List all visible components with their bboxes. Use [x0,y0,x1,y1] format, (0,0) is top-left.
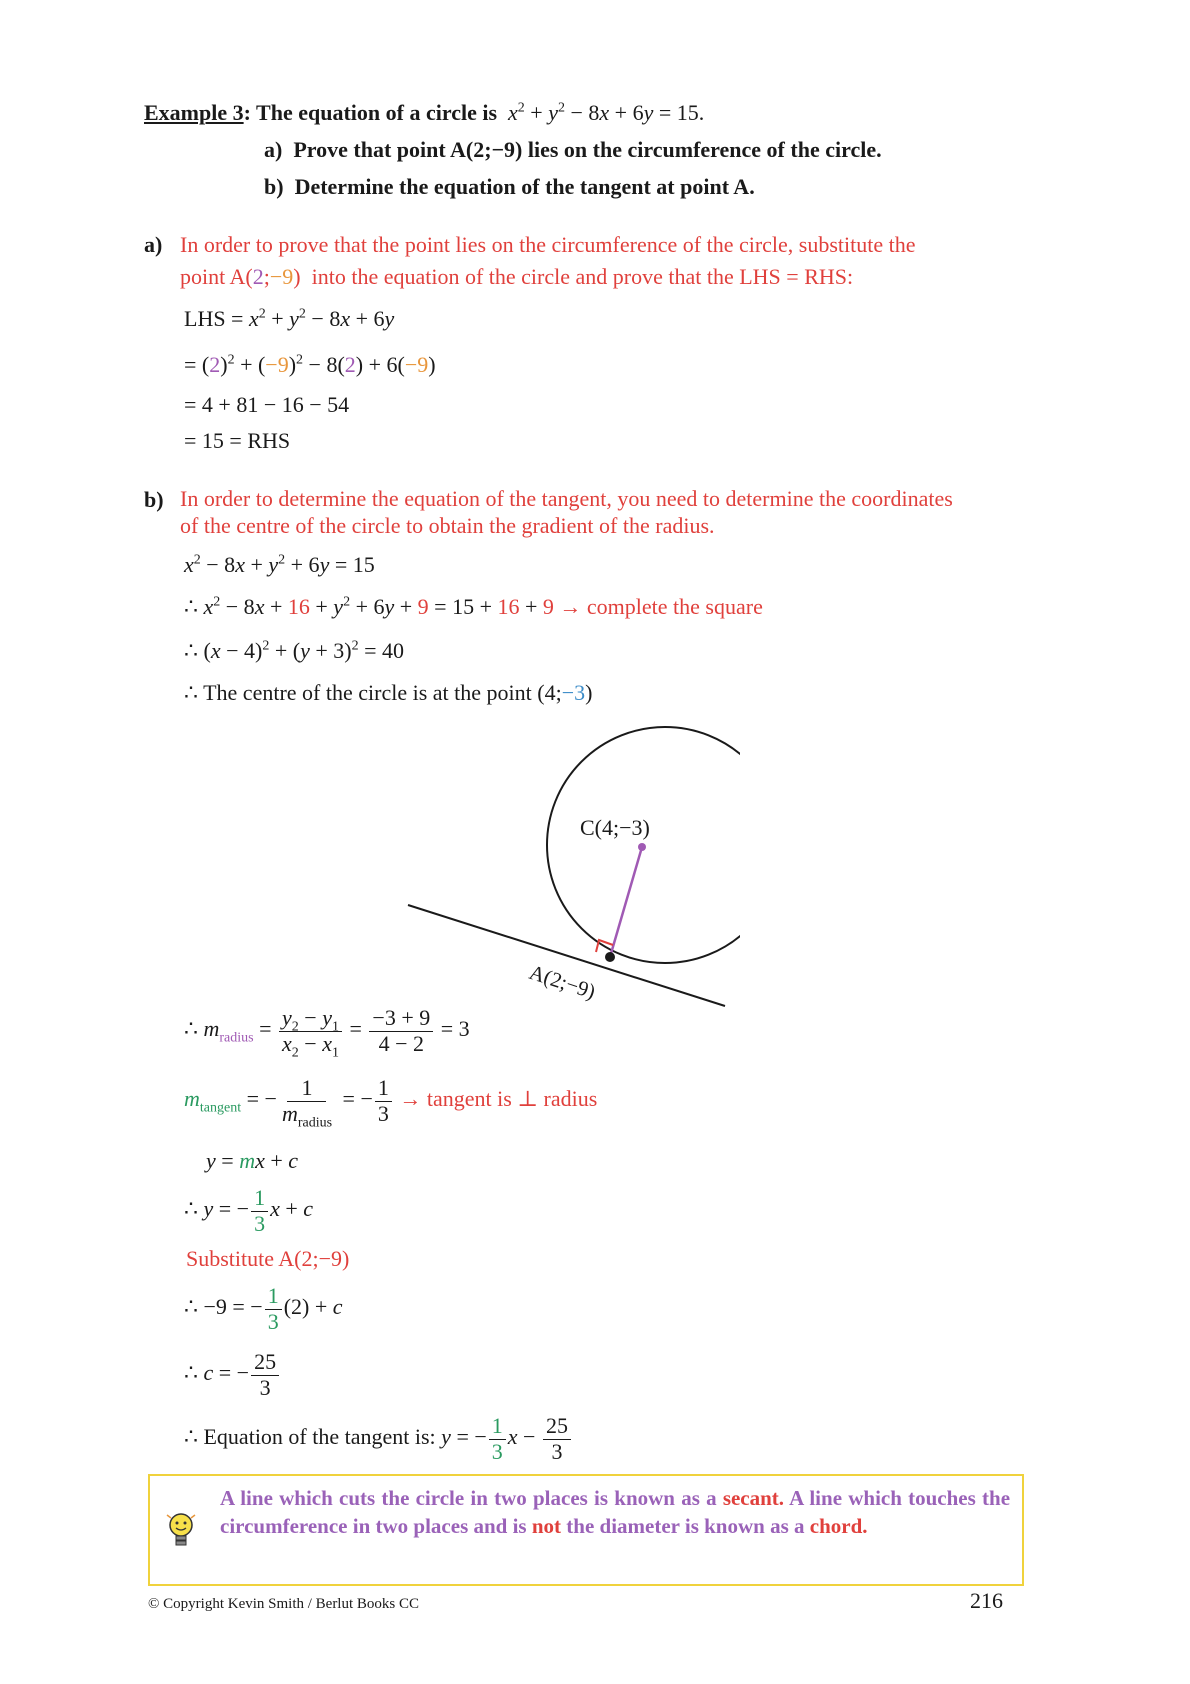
page-number: 216 [970,1588,1003,1613]
part-b-label: b) [144,487,164,512]
part-b-line1: In order to determine the equation of the tangent, you need to determine the coordinates [180,486,953,511]
eq-complete-square: ∴ $x^2 - 8x + 16 + y^2 + 6y + 9 = 15 + 16 + 9$ → complete the square [184,594,763,619]
radius-line [610,847,642,957]
line-general-form: y = mx + c [206,1148,299,1173]
centre-label: C(4;−3) [580,815,650,840]
substitution-step: ∴ −9 = − $\frac{1}{3}$ (2) + c [184,1283,343,1334]
lhs-step-4: = 15 = RHS [184,428,291,453]
part-a-line1: In order to prove that the point lies on the circumference of the circle, substitute the [180,232,916,257]
tip-box [148,1474,1024,1586]
question-a: a) Prove that point A(2;−9) lies on the circumference of the circle. [264,137,882,162]
lhs-step-2: = $(2)^2 + (-9)^2 - 8(2) + 6(-9)$ [184,352,436,377]
line-with-gradient: ∴ y = − $\frac{1}{3}$ x + c [184,1185,314,1236]
gradient-tangent: $m_{tangent}$ = − $\frac{1}{m_{radius}}$ = − $\frac{1}{3}$ → tangent is ⊥ radius [184,1075,598,1131]
gradient-radius: ∴ $m_{radius}$ = $\frac{y_2 - y_1}{x_2 - x_1}$ = $\frac{-3 + 9}{4 - 2}$ = 3 [184,1005,470,1061]
eq-squared-form: ∴ $(x - 4)^2 + (y + 3)^2 = 40$ [184,638,404,663]
question-b: b) Determine the equation of the tangent at point A. [264,174,755,199]
example-heading [144,100,704,126]
substitute-label: Substitute A(2;−9) [186,1246,350,1271]
centre-point [638,843,646,851]
circle-diagram [400,700,740,1020]
lhs-step-1: LHS = $x^2 + y^2 - 8x + 6y$ [184,306,395,331]
eq-rearranged: $x^2 - 8x + y^2 + 6y = 15$ [184,552,375,577]
copyright: © Copyright Kevin Smith / Berlut Books CC [148,1596,419,1612]
c-value: ∴ c = − $\frac{25}{3}$ [184,1350,281,1400]
example-intro: : The equation of a circle is [243,100,498,125]
final-equation: ∴ Equation of the tangent is: y = − $\frac{1}{3}$ x − $\frac{25}{3}$ [184,1414,573,1464]
perpendicular-note: → tangent is ⊥ radius [399,1086,598,1112]
lightbulb-icon [164,1510,198,1554]
part-b-line2: of the centre of the circle to obtain the gradient of the radius. [180,513,715,538]
point-a-label: A(2;−9) [526,959,599,1004]
example-label: Example 3 [144,100,244,125]
part-a-line2: point A(2;−9) into the equation of the circle and prove that the LHS = RHS: [180,264,854,289]
tip-text: A line which cuts the circle in two places is known as a secant. A line which touches the circumference in two places and is not the diameter is known as a chord. [220,1486,1011,1538]
centre-statement: ∴ The centre of the circle is at the point (4;−3) [184,680,593,705]
lhs-step-3: = 4 + 81 − 16 − 54 [184,392,350,417]
point-a [605,952,615,962]
part-a-label: a) [144,232,163,257]
circle-equation: $x^2 + y^2 - 8x + 6y = 15$. [508,100,705,125]
